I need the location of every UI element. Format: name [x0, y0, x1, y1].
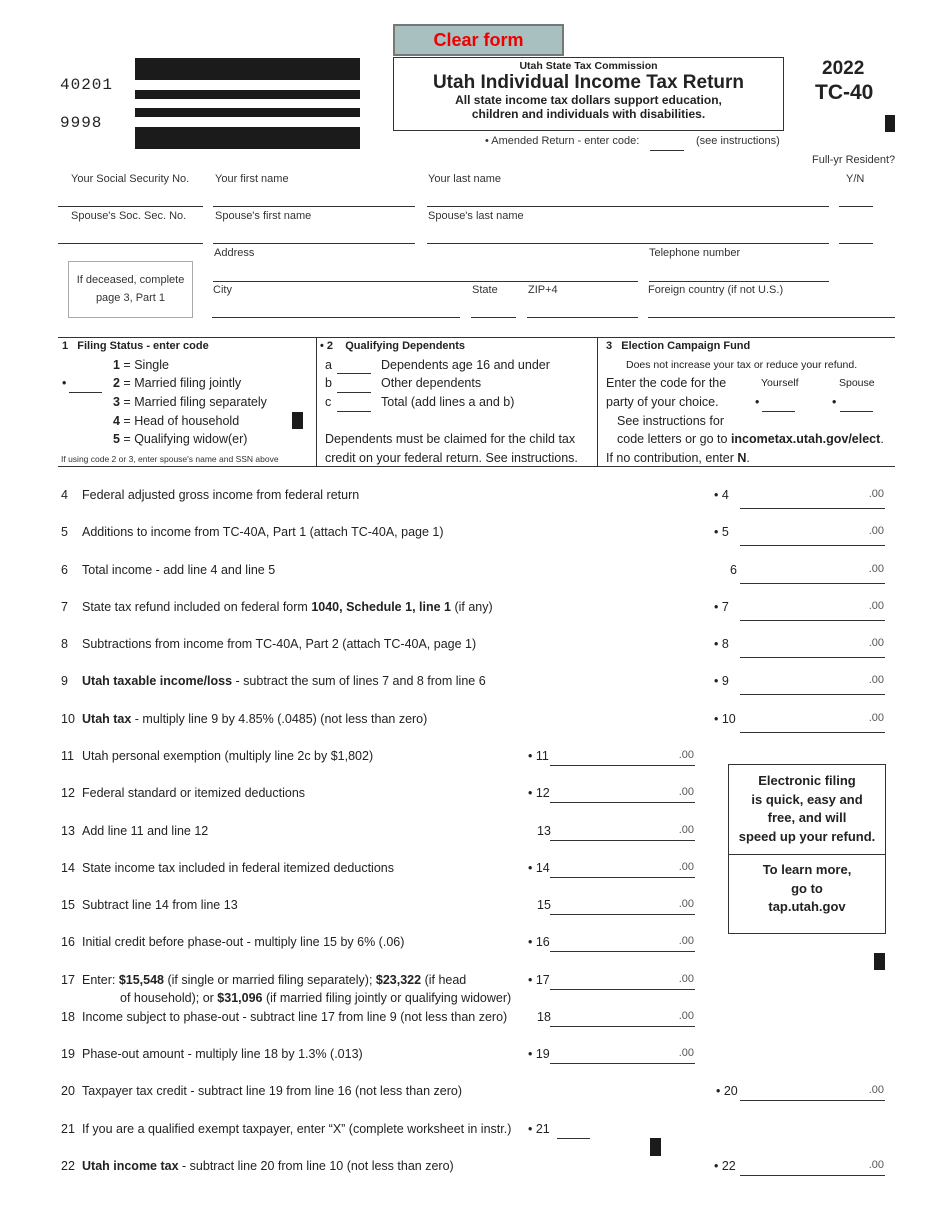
line-7-number: 7 [61, 600, 68, 614]
dependents-a-field[interactable] [337, 373, 371, 374]
line-9-text-bold: Utah taxable income/loss [82, 674, 233, 688]
line-5-cents: .00 [868, 525, 884, 537]
line-14-number: 14 [61, 861, 75, 875]
election-line-1: Enter the code for the [606, 376, 727, 390]
first-name-label: Your first name [215, 173, 289, 185]
filing-opt-3-text: = Married filing separately [119, 395, 267, 409]
line-7-text [82, 600, 493, 614]
line-21-number: 21 [61, 1122, 75, 1136]
line-20-text: Taxpayer tax credit - subtract line 19 from line 16 (not less than zero) [82, 1084, 463, 1098]
line-9-text [82, 674, 486, 688]
divider-1 [316, 337, 317, 466]
line-22-text-bold: Utah income tax [82, 1159, 179, 1173]
line-14-field[interactable] [550, 877, 695, 878]
registration-mark [885, 115, 895, 132]
line-17-g: $31,096 [217, 991, 263, 1005]
line-17-e: (if head [421, 973, 467, 987]
barcode-bar-4 [135, 127, 360, 149]
line-10-text-post: - multiply line 9 by 4.85% (.0485) (not less than zero) [131, 712, 428, 726]
line-17-b: $15,548 [118, 973, 165, 987]
efile-line-5: To learn more, [762, 862, 852, 877]
barcode-bar-2 [135, 90, 360, 99]
filing-status-field[interactable] [69, 392, 102, 393]
line-16-field[interactable] [550, 951, 695, 952]
line-14-text: State income tax included in federal itemized deductions [82, 861, 394, 875]
line-19-text: Phase-out amount - multiply line 18 by 1.3% (.013) [82, 1047, 363, 1061]
line-8-field[interactable] [740, 657, 885, 658]
line-4-cents: .00 [868, 488, 884, 500]
line-9-ref: • 9 [714, 674, 729, 688]
dependents-c-text: Total (add lines a and b) [381, 395, 515, 409]
line-22-number: 22 [61, 1159, 75, 1173]
line-17-h: (if married filing jointly or qualifying widower) [262, 991, 512, 1005]
spouse-ssn-label: Spouse's Soc. Sec. No. [71, 210, 187, 222]
line-22-text-post: - subtract line 20 from line 10 (not less than zero) [178, 1159, 454, 1173]
line-19-ref: • 19 [528, 1047, 550, 1061]
line-11-number: 11 [61, 749, 74, 763]
agency-name: Utah State Tax Commission [519, 60, 658, 72]
ssn-label: Your Social Security No. [71, 173, 190, 185]
line-4-ref: • 4 [714, 488, 729, 502]
dependents-a-text: Dependents age 16 and under [381, 358, 550, 372]
dependents-c-field[interactable] [337, 411, 371, 412]
spouse-first-label: Spouse's first name [215, 210, 312, 222]
filing-opt-1 [113, 358, 169, 372]
line-11-field[interactable] [550, 765, 695, 766]
line-15-field[interactable] [550, 914, 695, 915]
subtitle-1: All state income tax dollars support education, [455, 93, 722, 107]
line-13-cents: .00 [678, 824, 694, 836]
form-code-1: 40201 [60, 76, 114, 94]
line-16-text: Initial credit before phase-out - multiply line 15 by 6% (.06) [82, 935, 405, 949]
efile-link[interactable]: tap.utah.gov [768, 899, 846, 914]
election-url[interactable]: incometax.utah.gov/elect [730, 432, 881, 446]
line-15-cents: .00 [678, 898, 694, 910]
filing-note: If using code 2 or 3, enter spouse's name and SSN above [61, 454, 279, 464]
dependents-b-field[interactable] [337, 392, 371, 393]
line-9-number: 9 [61, 674, 68, 688]
line-6-ref: 6 [730, 563, 737, 577]
line-12-number: 12 [61, 786, 75, 800]
state-label: State [472, 284, 498, 296]
dependents-note-2: credit on your federal return. See instructions. [325, 451, 578, 465]
line-20-number: 20 [61, 1084, 75, 1098]
title-box [393, 57, 784, 131]
line-21-ref: • 21 [528, 1122, 550, 1136]
line-17-a: Enter: [82, 973, 119, 987]
line-18-number: 18 [61, 1010, 75, 1024]
line-7-text-post: (if any) [450, 600, 493, 614]
section-bottom-rule [58, 466, 895, 467]
deceased-line-2: page 3, Part 1 [95, 292, 166, 304]
line-17-text-2 [120, 991, 511, 1005]
line-6-number: 6 [61, 563, 68, 577]
spouse-full-year-field[interactable] [839, 243, 873, 244]
line-19-cents: .00 [678, 1047, 694, 1059]
election-spouse: Spouse [839, 377, 875, 389]
amended-code-field[interactable] [650, 150, 684, 151]
line-17-text-1 [82, 973, 466, 987]
foreign-label: Foreign country (if not U.S.) [648, 284, 784, 296]
line-8-cents: .00 [868, 637, 884, 649]
filing-opt-5-num: 5 [113, 432, 120, 446]
line-15-number: 15 [61, 898, 75, 912]
line-17-f: of household); or [120, 991, 218, 1005]
spouse-last-field[interactable] [427, 243, 829, 244]
election-line-5c: . [746, 451, 750, 465]
address-field[interactable] [213, 281, 638, 282]
spouse-last-label: Spouse's last name [428, 210, 524, 222]
line-17-c: (if single or married filing separately); [164, 973, 376, 987]
form-code-2: 9998 [60, 114, 103, 132]
line-5-field[interactable] [740, 545, 885, 546]
efile-box [728, 764, 886, 934]
election-spouse-field[interactable] [840, 411, 873, 412]
line-13-text: Add line 11 and line 12 [82, 824, 209, 838]
dependents-a-letter: a [325, 358, 332, 372]
dependents-b-letter: b [325, 376, 332, 390]
election-yourself-bullet: • [755, 395, 760, 409]
spouse-ssn-field[interactable] [58, 243, 203, 244]
line-11-ref: • 11 [528, 749, 549, 763]
page-title: Utah Individual Income Tax Return [432, 72, 745, 93]
line-12-cents: .00 [678, 786, 694, 798]
efile-line-1: Electronic filing [758, 773, 856, 788]
right-registration-mark [874, 953, 885, 970]
line-18-cents: .00 [678, 1010, 694, 1022]
line-11-text: Utah personal exemption (multiply line 2c by $1,802) [82, 749, 374, 763]
filing-opt-4 [113, 414, 239, 428]
line-17-field[interactable] [550, 989, 695, 990]
line-12-ref: • 12 [528, 786, 550, 800]
telephone-label: Telephone number [649, 247, 741, 259]
line-12-field[interactable] [550, 802, 695, 803]
filing-opt-4-text: = Head of household [119, 414, 240, 428]
efile-line-2: is quick, easy and [751, 791, 863, 807]
line-10-cents: .00 [868, 712, 884, 724]
filing-opt-2-num: 2 [113, 376, 120, 390]
election-title: 3 Election Campaign Fund [606, 340, 751, 352]
line-19-field[interactable] [550, 1063, 695, 1064]
filing-bullet: • [62, 376, 67, 390]
election-line-5a: If no contribution, enter [606, 451, 738, 465]
line-12-text: Federal standard or itemized deductions [82, 786, 306, 800]
line-7-text-pre: State tax refund included on federal form [82, 600, 312, 614]
line-22-field[interactable] [740, 1175, 885, 1176]
line-17-number: 17 [61, 973, 75, 987]
full-year-label: Full-yr Resident? [812, 154, 896, 166]
city-label: City [213, 284, 232, 296]
subtitle-2: children and individuals with disabilities. [471, 107, 706, 121]
line-9-cents: .00 [868, 674, 884, 686]
line-7-field[interactable] [740, 620, 885, 621]
line-18-field[interactable] [550, 1026, 695, 1027]
line-10-text-bold: Utah tax [82, 712, 132, 726]
line-19-number: 19 [61, 1047, 75, 1061]
line-9-field[interactable] [740, 694, 885, 695]
election-yourself: Yourself [761, 377, 799, 389]
foreign-field[interactable] [648, 317, 895, 318]
zip-field[interactable] [527, 317, 638, 318]
tax-year: 2022 [822, 58, 865, 79]
first-name-field[interactable] [213, 206, 415, 207]
line-21-text: If you are a qualified exempt taxpayer, enter “X” (complete worksheet in instr.) [82, 1122, 512, 1136]
line-13-field[interactable] [550, 840, 695, 841]
line-16-number: 16 [61, 935, 75, 949]
election-line-5 [606, 451, 750, 465]
amended-label: • Amended Return - enter code: [485, 135, 640, 147]
line-6-cents: .00 [868, 563, 884, 575]
clear-form-button[interactable] [393, 24, 564, 56]
line-10-ref: • 10 [714, 712, 736, 726]
deceased-line-1: If deceased, complete [76, 274, 185, 286]
line-17-ref: • 17 [528, 973, 550, 987]
line-6-text: Total income - add line 4 and line 5 [82, 563, 276, 577]
dependents-c-letter: c [325, 395, 332, 409]
line-5-text: Additions to income from TC-40A, Part 1 (attach TC-40A, page 1) [82, 525, 444, 539]
line-13-ref: 13 [537, 824, 551, 838]
full-year-field[interactable] [839, 206, 873, 207]
divider-2 [597, 337, 598, 466]
line-4-number: 4 [61, 488, 68, 502]
last-name-label: Your last name [428, 173, 501, 185]
line-8-number: 8 [61, 637, 68, 651]
zip-label: ZIP+4 [528, 284, 558, 296]
line-22-cents: .00 [868, 1159, 884, 1171]
filing-registration-mark [292, 412, 303, 429]
filing-opt-1-num: 1 [113, 358, 120, 372]
telephone-field[interactable] [649, 281, 829, 282]
barcode-bar-3 [135, 108, 360, 117]
election-line-4a: code letters or go to [617, 432, 731, 446]
barcode-bar-1 [135, 58, 360, 80]
filing-status-title: 1 Filing Status - enter code [62, 340, 209, 352]
line-14-ref: • 14 [528, 861, 550, 875]
section-top-rule [58, 337, 895, 338]
election-line-3: See instructions for [617, 414, 724, 428]
ssn-field[interactable] [58, 206, 203, 207]
filing-opt-5-text: = Qualifying widow(er) [119, 432, 248, 446]
address-label: Address [214, 247, 255, 259]
line-14-cents: .00 [678, 861, 694, 873]
efile-line-4: speed up your refund. [738, 828, 876, 844]
election-line-5b: N [737, 451, 747, 465]
line-16-cents: .00 [678, 935, 694, 947]
line-5-ref: • 5 [714, 525, 729, 539]
line-20-ref: • 20 [716, 1084, 738, 1098]
filing-opt-3-num: 3 [113, 395, 120, 409]
clear-form-label: Clear form [433, 30, 524, 50]
line-8-ref: • 8 [714, 637, 729, 651]
election-line-2: party of your choice. [606, 395, 719, 409]
line-13-number: 13 [61, 824, 75, 838]
form-number: TC-40 [815, 81, 874, 104]
election-spouse-bullet: • [832, 395, 837, 409]
deceased-box [68, 261, 193, 318]
line-11-cents: .00 [678, 749, 694, 761]
election-sub: Does not increase your tax or reduce your refund. [626, 359, 858, 371]
line-20-cents: .00 [868, 1084, 884, 1096]
line-6-field[interactable] [740, 583, 885, 584]
line-15-ref: 15 [537, 898, 551, 912]
filing-opt-2-text: = Married filing jointly [119, 376, 242, 390]
last-name-field[interactable] [427, 206, 829, 207]
line-21-registration-mark [650, 1138, 661, 1156]
line-22-ref: • 22 [714, 1159, 736, 1173]
line-18-text: Income subject to phase-out - subtract line 17 from line 9 (not less than zero) [82, 1010, 508, 1024]
state-field[interactable] [471, 317, 516, 318]
line-7-text-bold: 1040, Schedule 1, line 1 [311, 600, 451, 614]
line-9-text-post: - subtract the sum of lines 7 and 8 from line 6 [232, 674, 486, 688]
dependents-note-1: Dependents must be claimed for the child tax [325, 432, 576, 446]
see-instructions: (see instructions) [696, 135, 780, 147]
filing-opt-2 [113, 376, 241, 390]
line-4-field[interactable] [740, 508, 885, 509]
line-18-ref: 18 [537, 1010, 551, 1024]
dependents-b-text: Other dependents [381, 376, 482, 390]
line-20-field[interactable] [740, 1100, 885, 1101]
line-4-text: Federal adjusted gross income from federal return [82, 488, 360, 502]
line-10-number: 10 [61, 712, 75, 726]
efile-line-3: free, and will [767, 810, 847, 825]
line-10-field[interactable] [740, 732, 885, 733]
line-15-text: Subtract line 14 from line 13 [82, 898, 238, 912]
line-17-d: $23,322 [375, 973, 422, 987]
filing-opt-1-text: = Single [119, 358, 169, 372]
efile-line-6: go to [791, 880, 823, 896]
filing-opt-4-num: 4 [113, 414, 120, 428]
election-line-4c: . [880, 432, 884, 446]
line-17-cents: .00 [678, 973, 694, 985]
line-7-ref: • 7 [714, 600, 729, 614]
line-7-cents: .00 [868, 600, 884, 612]
filing-opt-3 [113, 395, 267, 409]
filing-opt-5 [113, 432, 247, 446]
line-21-field[interactable] [557, 1138, 590, 1139]
city-field[interactable] [212, 317, 460, 318]
line-22-text [82, 1159, 454, 1173]
election-yourself-field[interactable] [762, 411, 795, 412]
election-line-4 [617, 432, 884, 446]
dependents-title: • 2 Qualifying Dependents [320, 340, 466, 352]
yn-label: Y/N [846, 173, 865, 185]
line-10-text [82, 712, 427, 726]
line-16-ref: • 16 [528, 935, 550, 949]
line-5-number: 5 [61, 525, 68, 539]
line-8-text: Subtractions from income from TC-40A, Part 2 (attach TC-40A, page 1) [82, 637, 477, 651]
spouse-first-field[interactable] [213, 243, 415, 244]
